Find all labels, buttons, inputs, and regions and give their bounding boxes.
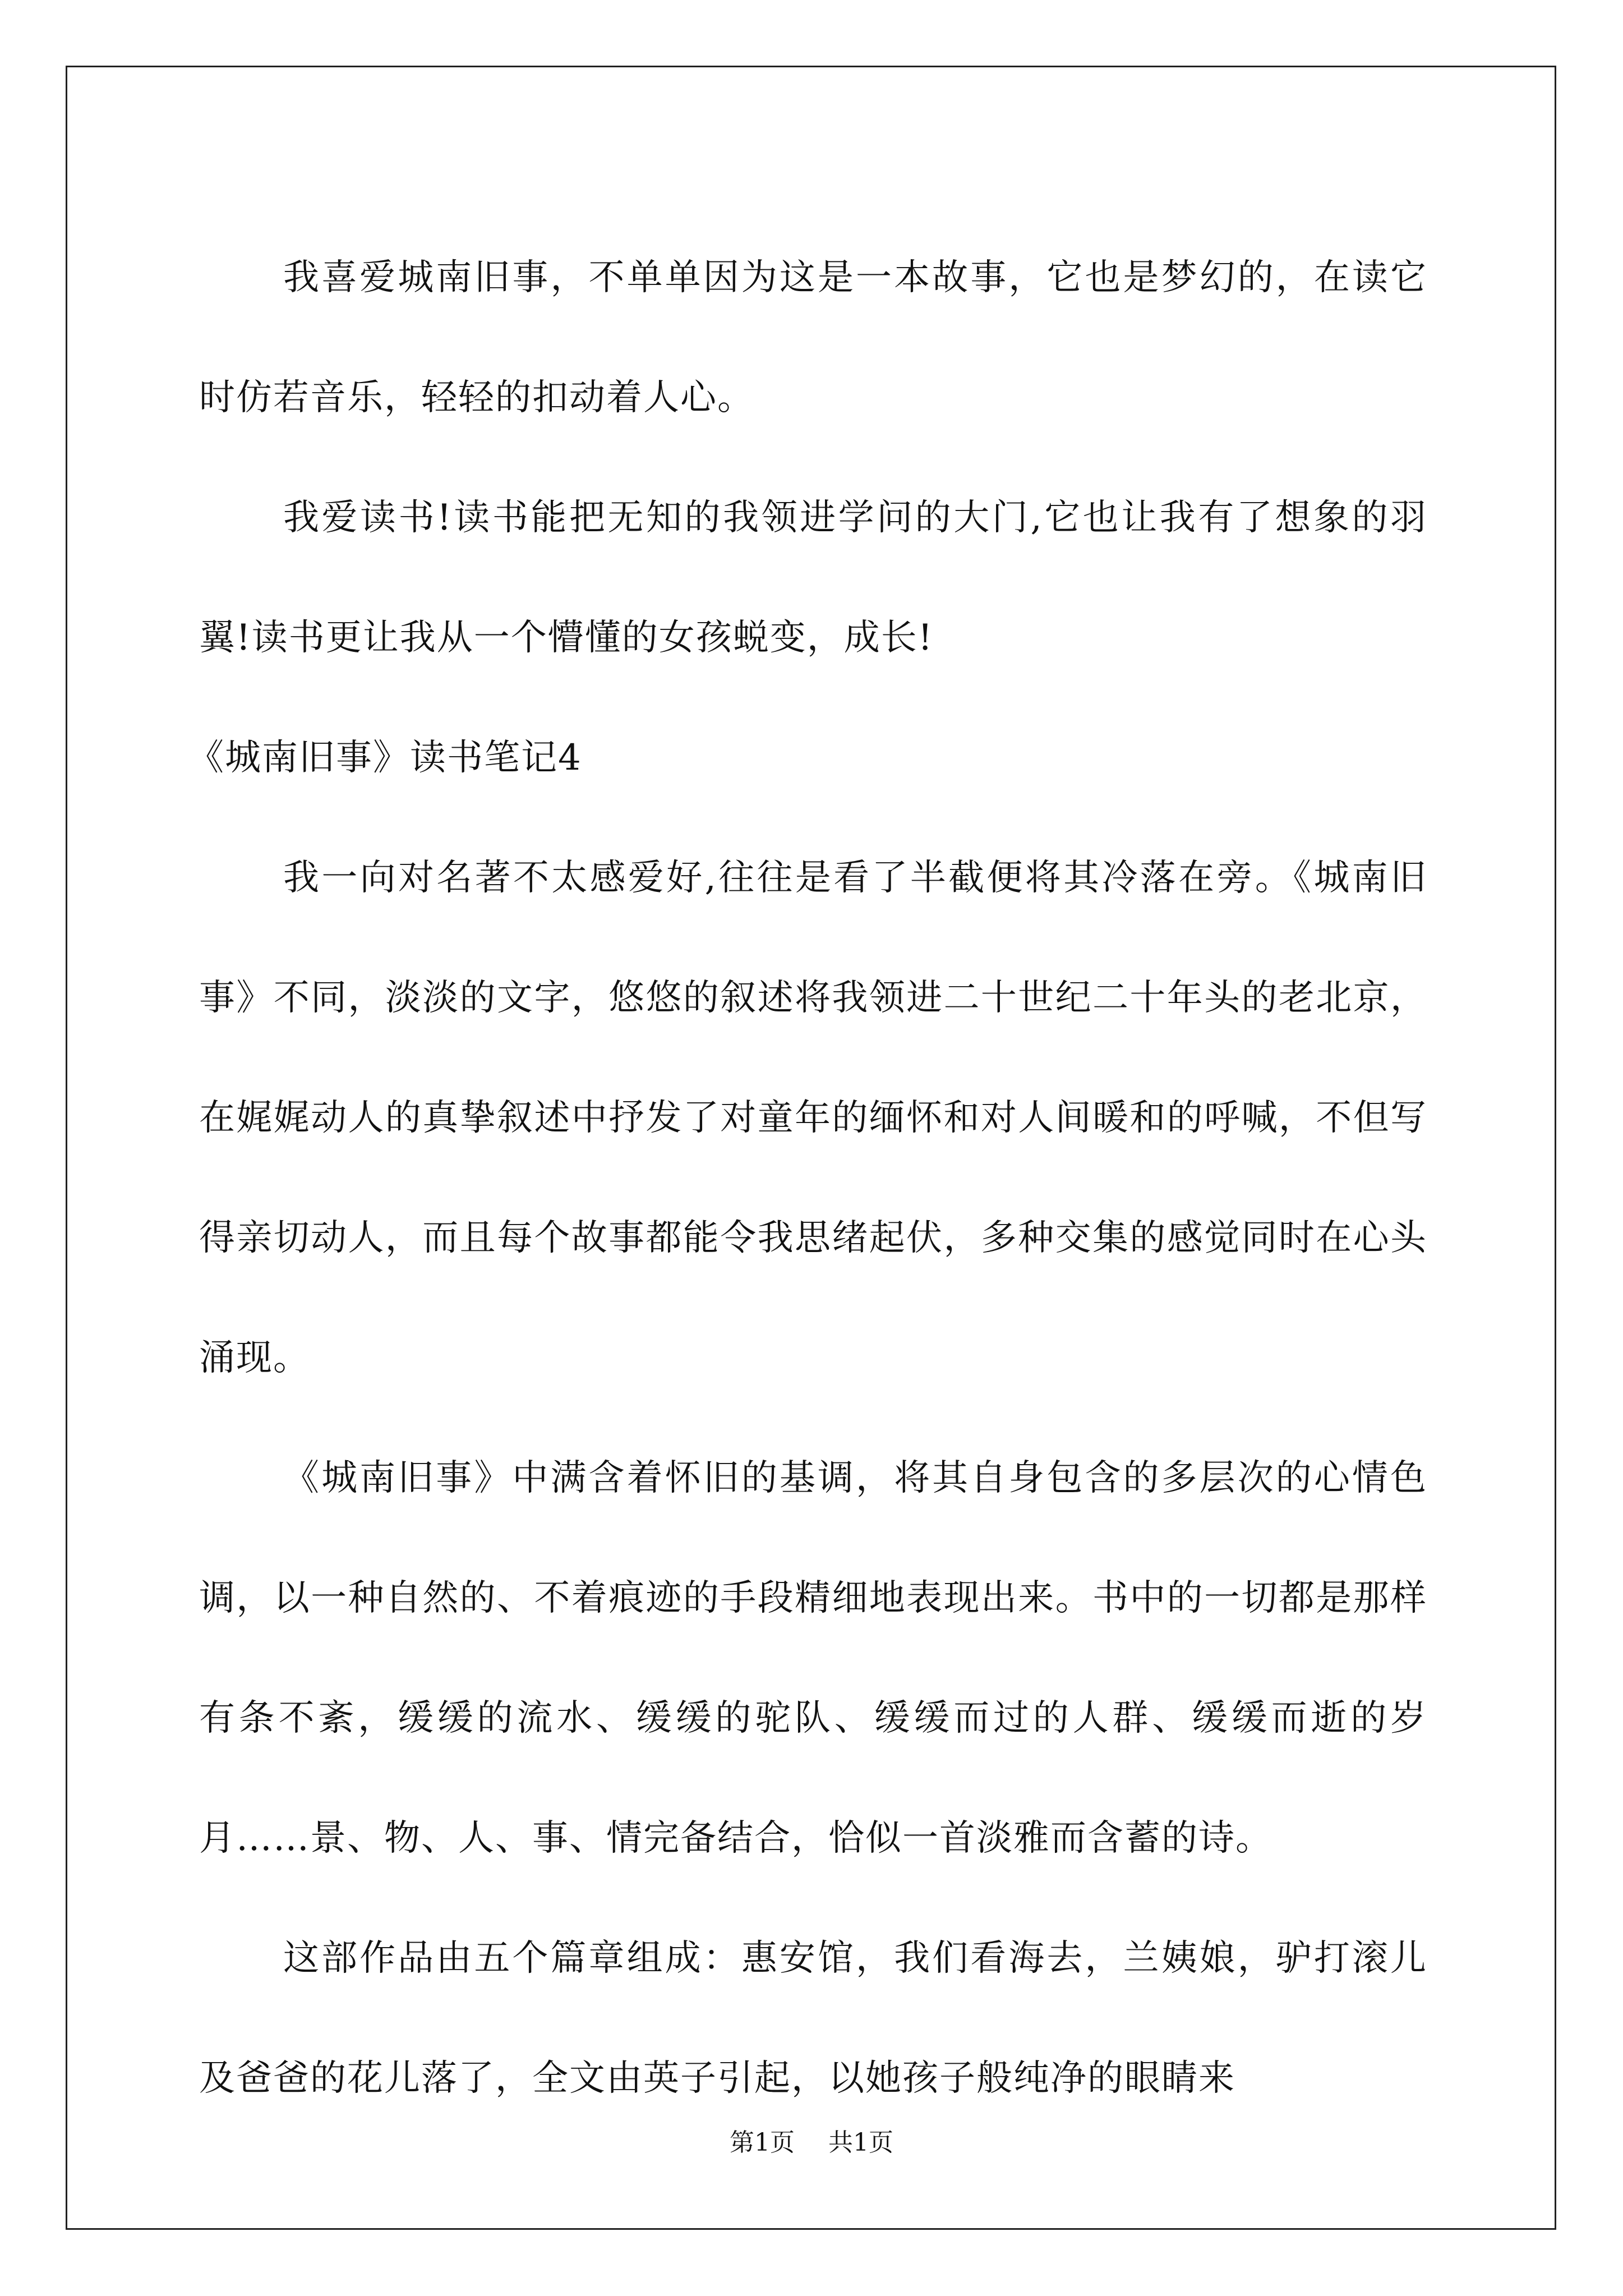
paragraph: 我爱读书!读书能把无知的我领进学问的大门,它也让我有了想象的羽翼!读书更让我从一个懵懂的女孩蜕变，成长! xyxy=(199,497,1427,659)
paragraph: 我一向对名著不太感爱好,往往是看了半截便将其冷落在旁。《城南旧事》不同，淡淡的文字，悠悠的叙述将我领进二十世纪二十年头的老北京，在娓娓动人的真挚叙述中抒发了对童年的缅怀和对人间暖和的呼喊，不但写得亲切动人，而且每个故事都能令我思绪起伏，多种交集的感觉同时在心头涌现。 xyxy=(199,857,1427,1379)
document-body xyxy=(188,218,1427,2138)
paragraph: 这部作品由五个篇章组成：惠安馆，我们看海去，兰姨娘，驴打滚儿及爸爸的花儿落了，全文由英子引起，以她孩子般纯净的眼睛来 xyxy=(199,1938,1427,2099)
page-total: 共1页 xyxy=(828,2128,893,2157)
paragraph: 《城南旧事》中满含着怀旧的基调，将其自身包含的多层次的心情色调，以一种自然的、不着痕迹的手段精细地表现出来。书中的一切都是那样有条不紊，缓缓的流水、缓缓的驼队、缓缓而过的人群、缓缓而逝的岁月……景、物、人、事、情完备结合，恰似一首淡雅而含蓄的诗。 xyxy=(199,1457,1427,1859)
page-number: 第1页 xyxy=(730,2128,795,2157)
paragraph: 我喜爱城南旧事，不单单因为这是一本故事，它也是梦幻的，在读它时仿若音乐，轻轻的扣动着人心。 xyxy=(199,257,1427,418)
section-heading: 《城南旧事》读书笔记4 xyxy=(188,737,582,779)
page-footer xyxy=(0,2126,1623,2160)
